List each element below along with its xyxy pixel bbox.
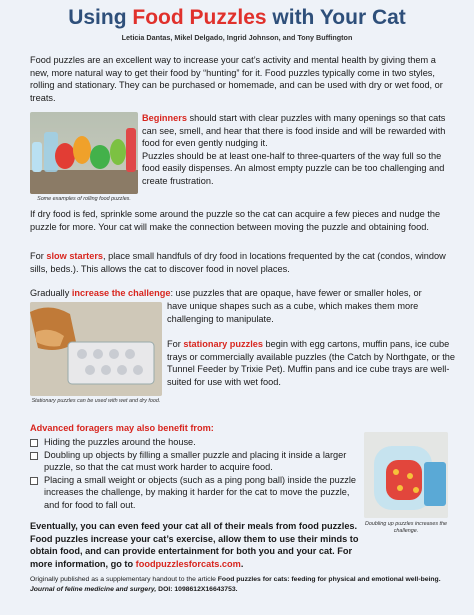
beginners-term: Beginners bbox=[142, 113, 187, 123]
stationary-text: begin with egg cartons, muffin pans, ice cube trays or commercially available puzzles (the Catch by Northgate, or the Tunnel Feeder by Trixie Pet). Muffin pans and ice cube trays are well-suited for use with wet food. bbox=[167, 339, 455, 387]
challenge-continued: have unique shapes such as a cube, which makes them more challenging to manipulate. bbox=[167, 301, 419, 324]
beginners-paragraph bbox=[142, 112, 452, 188]
footer-doi: DOI: 1098612X16643753. bbox=[156, 586, 238, 593]
challenge-term: increase the challenge bbox=[71, 288, 171, 298]
authors: Leticia Dantas, Mikel Delgado, Ingrid Johnson, and Tony Buffington bbox=[121, 33, 353, 42]
slow-text: , place small handfuls of dry food in locations frequented by the cat (condos, window sills, beds.). This allows the cat to discover food in novel places. bbox=[30, 251, 446, 274]
closing-end: . bbox=[240, 558, 244, 569]
footer-pre: Originally published as a supplementary handout to the article bbox=[30, 576, 218, 583]
title-part: with Your Cat bbox=[266, 6, 406, 29]
list-item bbox=[30, 436, 360, 449]
list-item bbox=[30, 449, 360, 474]
dry-food-paragraph: If dry food is fed, sprinkle some around the puzzle so the cat can acquire a few pieces and nudge the puzzle for more. Your cat will make the connection between moving the puzzle and obtaining food. bbox=[30, 209, 441, 232]
list-item-text: Doubling up objects by filling a smaller puzzle and placing it inside a larger puzzle, so that the cat must work harder to acquire food. bbox=[44, 449, 347, 473]
bullet-box-icon bbox=[30, 477, 38, 485]
doubled-puzzle-photo bbox=[364, 432, 448, 518]
title-accent: Food Puzzles bbox=[132, 6, 267, 29]
caption-doubled: Doubling up puzzles increases the challenge. bbox=[364, 521, 448, 534]
beginners-text: should start with clear puzzles with many openings so that cats can see, smell, and hear that there is food inside and will be rewarded with food for even gently nudging it. bbox=[142, 113, 446, 149]
challenge-pre: Gradually bbox=[30, 288, 72, 298]
stationary-puzzle-photo bbox=[30, 302, 162, 396]
challenge-line bbox=[30, 287, 454, 300]
footer-article: Food puzzles for cats: feeding for physical and emotional well-being. bbox=[217, 576, 441, 583]
challenge-text: : use puzzles that are opaque, have fewer or smaller holes, or bbox=[170, 288, 422, 298]
caption-stationary: Stationary puzzles can be used with wet and dry food. bbox=[31, 398, 161, 404]
closing-text: Eventually, you can even feed your cat all of their meals from food puzzles. Food puzzles increase your cat’s exercise, allow them to use their minds to obtain food, and can provide entertainment for both you and your cat. For more information, go to bbox=[30, 521, 359, 569]
list-item bbox=[30, 474, 360, 512]
list-item-text: Hiding the puzzles around the house. bbox=[44, 437, 196, 447]
slow-pre: For bbox=[30, 251, 47, 261]
footer-journal: Journal of feline medicine and surgery, bbox=[30, 586, 157, 593]
bullet-box-icon bbox=[30, 452, 38, 460]
bullet-box-icon bbox=[30, 439, 38, 447]
slow-starters-paragraph bbox=[30, 250, 450, 275]
advanced-list bbox=[30, 436, 360, 512]
rolling-puzzles-photo bbox=[30, 112, 138, 194]
title-part: Using bbox=[68, 6, 133, 29]
footer-citation bbox=[30, 575, 450, 595]
stationary-term: stationary puzzles bbox=[183, 339, 263, 349]
closing-paragraph bbox=[30, 520, 366, 570]
slow-starters-term: slow starters bbox=[46, 251, 104, 261]
list-item-text: Placing a small weight or objects (such as a ping pong ball) inside the puzzle increases the challenge, by making it harder for the cat to move the puzzle, and for food to fall out. bbox=[44, 474, 357, 510]
advanced-heading: Advanced foragers may also benefit from: bbox=[30, 423, 214, 433]
page-title bbox=[0, 6, 474, 30]
caption-rolling: Some examples of rolling food puzzles. bbox=[37, 196, 131, 202]
website-link[interactable]: foodpuzzlesforcats.com bbox=[135, 558, 241, 569]
stationary-paragraph bbox=[167, 338, 455, 388]
stationary-pre: For bbox=[167, 339, 184, 349]
intro-paragraph: Food puzzles are an excellent way to increase your cat’s activity and mental health by giving them a new, more natural way to get their food by “hunting” for it. Food puzzles typically come in two styles, rolling and stationary. They can be purchased or homemade, and can be used with dry or wet food, or treats. bbox=[30, 55, 443, 103]
beginners-text-2: Puzzles should be at least one-half to three-quarters of the way full so the food easily dispenses. An almost empty puzzle can be too challenging and create frustration. bbox=[142, 150, 445, 186]
